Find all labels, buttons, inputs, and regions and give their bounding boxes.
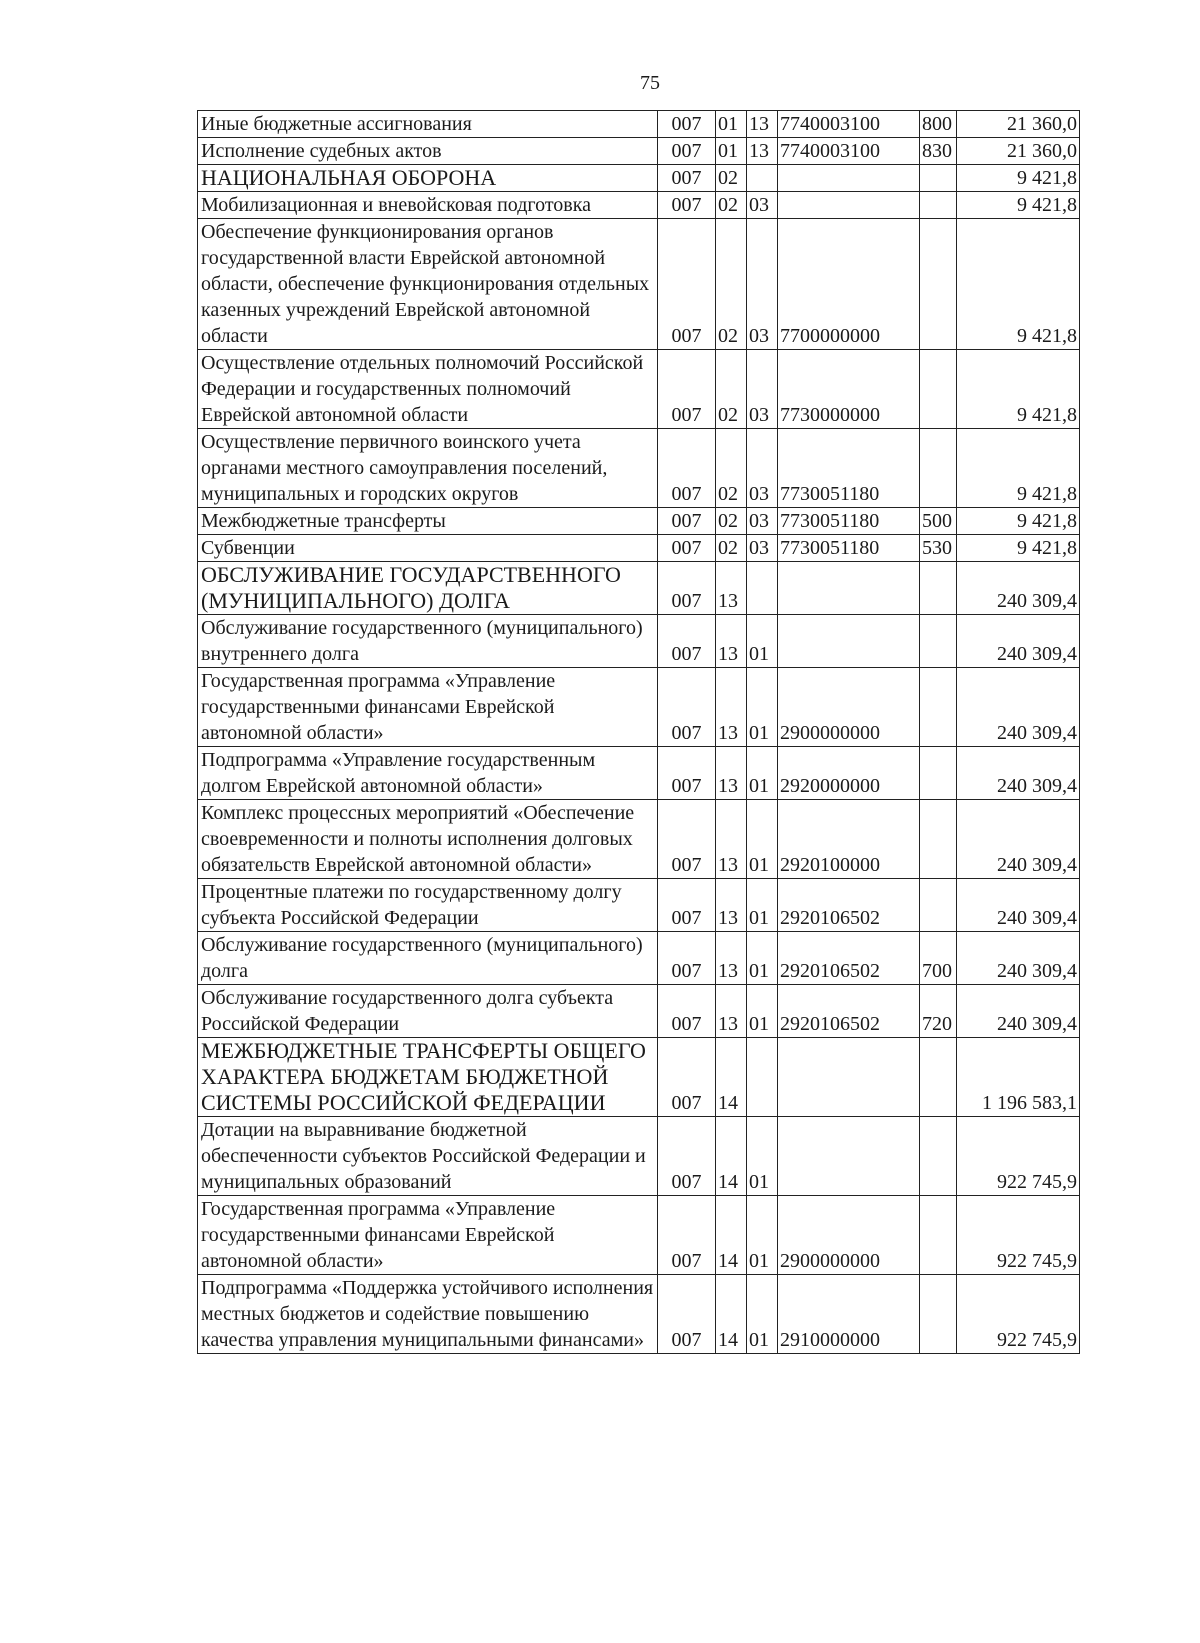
row-section-cell: 02 [716, 219, 747, 350]
row-name-cell: Субвенции [198, 535, 658, 562]
row-subsection-cell: 03 [747, 535, 778, 562]
row-section-cell: 13 [716, 668, 747, 747]
row-amount-cell: 922 745,9 [957, 1196, 1080, 1275]
table-row [198, 932, 1080, 985]
row-ved-cell: 007 [658, 747, 716, 800]
row-amount-cell: 9 421,8 [957, 535, 1080, 562]
row-name-cell: Иные бюджетные ассигнования [198, 111, 658, 138]
row-section-cell: 02 [716, 429, 747, 508]
row-name-cell: Осуществление первичного воинского учета органами местного самоуправления поселений, муниципальных и городских округов [198, 429, 658, 508]
table-row [198, 879, 1080, 932]
row-subsection-cell [747, 165, 778, 192]
row-target-code-cell: 2920106502 [778, 932, 920, 985]
table-row [198, 985, 1080, 1038]
row-ved-cell: 007 [658, 1038, 716, 1117]
row-name-cell: Осуществление отдельных полномочий Российской Федерации и государственных полномочий Еврейской автономной области [198, 350, 658, 429]
row-target-code-cell [778, 192, 920, 219]
row-amount-cell: 9 421,8 [957, 192, 1080, 219]
table-row [198, 138, 1080, 165]
row-target-code-cell: 7730051180 [778, 535, 920, 562]
row-name-cell: Обслуживание государственного (муниципального) долга [198, 932, 658, 985]
row-expense-type-cell: 800 [920, 111, 957, 138]
row-name-cell: НАЦИОНАЛЬНАЯ ОБОРОНА [198, 165, 658, 192]
row-expense-type-cell [920, 1275, 957, 1354]
table-row [198, 615, 1080, 668]
table-row [198, 747, 1080, 800]
row-subsection-cell: 13 [747, 138, 778, 165]
row-target-code-cell: 7740003100 [778, 111, 920, 138]
row-target-code-cell [778, 1038, 920, 1117]
row-target-code-cell [778, 562, 920, 615]
row-section-cell: 14 [716, 1117, 747, 1196]
page-number: 75 [640, 72, 660, 94]
table-row [198, 192, 1080, 219]
row-target-code-cell [778, 615, 920, 668]
row-section-cell: 13 [716, 800, 747, 879]
row-target-code-cell: 7730000000 [778, 350, 920, 429]
row-name-cell: Обслуживание государственного долга субъекта Российской Федерации [198, 985, 658, 1038]
row-ved-cell: 007 [658, 429, 716, 508]
row-section-cell: 02 [716, 508, 747, 535]
row-expense-type-cell [920, 429, 957, 508]
row-ved-cell: 007 [658, 932, 716, 985]
row-target-code-cell: 2910000000 [778, 1275, 920, 1354]
row-target-code-cell: 7730051180 [778, 508, 920, 535]
row-expense-type-cell [920, 350, 957, 429]
row-subsection-cell: 01 [747, 1117, 778, 1196]
row-name-cell: Процентные платежи по государственному долгу субъекта Российской Федерации [198, 879, 658, 932]
row-expense-type-cell [920, 562, 957, 615]
row-name-cell: Государственная программа «Управление государственными финансами Еврейской автономной области» [198, 1196, 658, 1275]
table-row [198, 800, 1080, 879]
row-target-code-cell: 2920106502 [778, 879, 920, 932]
row-section-cell: 14 [716, 1196, 747, 1275]
row-expense-type-cell: 720 [920, 985, 957, 1038]
row-name-cell: Обслуживание государственного (муниципального) внутреннего долга [198, 615, 658, 668]
table-row [198, 562, 1080, 615]
row-target-code-cell: 2900000000 [778, 1196, 920, 1275]
row-amount-cell: 9 421,8 [957, 165, 1080, 192]
row-ved-cell: 007 [658, 562, 716, 615]
row-subsection-cell: 03 [747, 219, 778, 350]
row-section-cell: 13 [716, 615, 747, 668]
row-section-cell: 13 [716, 985, 747, 1038]
row-section-cell: 13 [716, 562, 747, 615]
row-subsection-cell: 03 [747, 429, 778, 508]
table-row [198, 1117, 1080, 1196]
row-name-cell: Государственная программа «Управление государственными финансами Еврейской автономной области» [198, 668, 658, 747]
row-section-cell: 02 [716, 192, 747, 219]
row-expense-type-cell [920, 192, 957, 219]
row-ved-cell: 007 [658, 985, 716, 1038]
row-subsection-cell: 01 [747, 1275, 778, 1354]
row-amount-cell: 21 360,0 [957, 138, 1080, 165]
row-amount-cell: 240 309,4 [957, 562, 1080, 615]
row-section-cell: 13 [716, 932, 747, 985]
row-amount-cell: 240 309,4 [957, 747, 1080, 800]
row-name-cell: Подпрограмма «Управление государственным долгом Еврейской автономной области» [198, 747, 658, 800]
row-section-cell: 02 [716, 350, 747, 429]
row-ved-cell: 007 [658, 1117, 716, 1196]
table-row [198, 350, 1080, 429]
row-ved-cell: 007 [658, 350, 716, 429]
row-section-cell: 01 [716, 138, 747, 165]
row-ved-cell: 007 [658, 508, 716, 535]
row-amount-cell: 922 745,9 [957, 1117, 1080, 1196]
row-expense-type-cell: 500 [920, 508, 957, 535]
table-row [198, 219, 1080, 350]
row-expense-type-cell [920, 747, 957, 800]
row-target-code-cell: 7740003100 [778, 138, 920, 165]
row-target-code-cell [778, 1117, 920, 1196]
row-target-code-cell: 7730051180 [778, 429, 920, 508]
table-row [198, 111, 1080, 138]
row-section-cell: 13 [716, 879, 747, 932]
table-row [198, 1275, 1080, 1354]
row-amount-cell: 240 309,4 [957, 879, 1080, 932]
row-name-cell: Исполнение судебных актов [198, 138, 658, 165]
table-row [198, 535, 1080, 562]
row-name-cell: Подпрограмма «Поддержка устойчивого исполнения местных бюджетов и содействие повышению качества управления муниципальными финансами» [198, 1275, 658, 1354]
table-row [198, 429, 1080, 508]
row-amount-cell: 9 421,8 [957, 508, 1080, 535]
row-ved-cell: 007 [658, 138, 716, 165]
row-section-cell: 14 [716, 1038, 747, 1117]
row-subsection-cell: 01 [747, 800, 778, 879]
table-row [198, 508, 1080, 535]
row-target-code-cell: 7700000000 [778, 219, 920, 350]
row-expense-type-cell [920, 1117, 957, 1196]
row-amount-cell: 240 309,4 [957, 668, 1080, 747]
row-expense-type-cell [920, 668, 957, 747]
row-amount-cell: 240 309,4 [957, 615, 1080, 668]
row-amount-cell: 240 309,4 [957, 985, 1080, 1038]
row-amount-cell: 21 360,0 [957, 111, 1080, 138]
row-name-cell: Дотации на выравнивание бюджетной обеспеченности субъектов Российской Федерации и муниципальных образований [198, 1117, 658, 1196]
row-expense-type-cell: 830 [920, 138, 957, 165]
row-ved-cell: 007 [658, 535, 716, 562]
row-amount-cell: 240 309,4 [957, 932, 1080, 985]
row-ved-cell: 007 [658, 1275, 716, 1354]
row-subsection-cell [747, 562, 778, 615]
row-subsection-cell: 03 [747, 508, 778, 535]
row-target-code-cell: 2920106502 [778, 985, 920, 1038]
table-row [198, 1038, 1080, 1117]
row-ved-cell: 007 [658, 879, 716, 932]
row-expense-type-cell [920, 1196, 957, 1275]
row-ved-cell: 007 [658, 165, 716, 192]
row-section-cell: 02 [716, 165, 747, 192]
row-ved-cell: 007 [658, 615, 716, 668]
row-expense-type-cell: 530 [920, 535, 957, 562]
row-subsection-cell: 13 [747, 111, 778, 138]
row-amount-cell: 9 421,8 [957, 350, 1080, 429]
row-name-cell: ОБСЛУЖИВАНИЕ ГОСУДАРСТВЕННОГО (МУНИЦИПАЛЬНОГО) ДОЛГА [198, 562, 658, 615]
row-expense-type-cell [920, 800, 957, 879]
row-ved-cell: 007 [658, 111, 716, 138]
row-ved-cell: 007 [658, 1196, 716, 1275]
row-name-cell: Межбюджетные трансферты [198, 508, 658, 535]
row-subsection-cell: 03 [747, 350, 778, 429]
row-subsection-cell [747, 1038, 778, 1117]
row-name-cell: МЕЖБЮДЖЕТНЫЕ ТРАНСФЕРТЫ ОБЩЕГО ХАРАКТЕРА БЮДЖЕТАМ БЮДЖЕТНОЙ СИСТЕМЫ РОССИЙСКОЙ ФЕДЕРАЦИИ [198, 1038, 658, 1117]
row-amount-cell: 240 309,4 [957, 800, 1080, 879]
row-subsection-cell: 01 [747, 932, 778, 985]
row-expense-type-cell [920, 219, 957, 350]
table-row [198, 165, 1080, 192]
row-ved-cell: 007 [658, 192, 716, 219]
row-subsection-cell: 01 [747, 615, 778, 668]
row-section-cell: 13 [716, 747, 747, 800]
row-amount-cell: 9 421,8 [957, 219, 1080, 350]
row-name-cell: Обеспечение функционирования органов государственной власти Еврейской автономной области, обеспечение функционирования отдельных казенных учреждений Еврейской автономной области [198, 219, 658, 350]
row-ved-cell: 007 [658, 219, 716, 350]
row-name-cell: Комплекс процессных мероприятий «Обеспечение своевременности и полноты исполнения долговых обязательств Еврейской автономной области» [198, 800, 658, 879]
row-expense-type-cell [920, 879, 957, 932]
row-subsection-cell: 01 [747, 747, 778, 800]
row-target-code-cell: 2920000000 [778, 747, 920, 800]
row-subsection-cell: 01 [747, 879, 778, 932]
row-expense-type-cell [920, 165, 957, 192]
row-subsection-cell: 03 [747, 192, 778, 219]
table-row [198, 668, 1080, 747]
table-row [198, 1196, 1080, 1275]
row-amount-cell: 9 421,8 [957, 429, 1080, 508]
row-amount-cell: 1 196 583,1 [957, 1038, 1080, 1117]
row-section-cell: 01 [716, 111, 747, 138]
row-ved-cell: 007 [658, 668, 716, 747]
row-name-cell: Мобилизационная и вневойсковая подготовка [198, 192, 658, 219]
row-section-cell: 02 [716, 535, 747, 562]
row-amount-cell: 922 745,9 [957, 1275, 1080, 1354]
row-section-cell: 14 [716, 1275, 747, 1354]
row-target-code-cell [778, 165, 920, 192]
row-ved-cell: 007 [658, 800, 716, 879]
row-subsection-cell: 01 [747, 668, 778, 747]
budget-table [197, 110, 1080, 1354]
row-target-code-cell: 2900000000 [778, 668, 920, 747]
row-subsection-cell: 01 [747, 985, 778, 1038]
row-target-code-cell: 2920100000 [778, 800, 920, 879]
row-subsection-cell: 01 [747, 1196, 778, 1275]
row-expense-type-cell: 700 [920, 932, 957, 985]
row-expense-type-cell [920, 1038, 957, 1117]
row-expense-type-cell [920, 615, 957, 668]
table-body [198, 111, 1080, 1354]
